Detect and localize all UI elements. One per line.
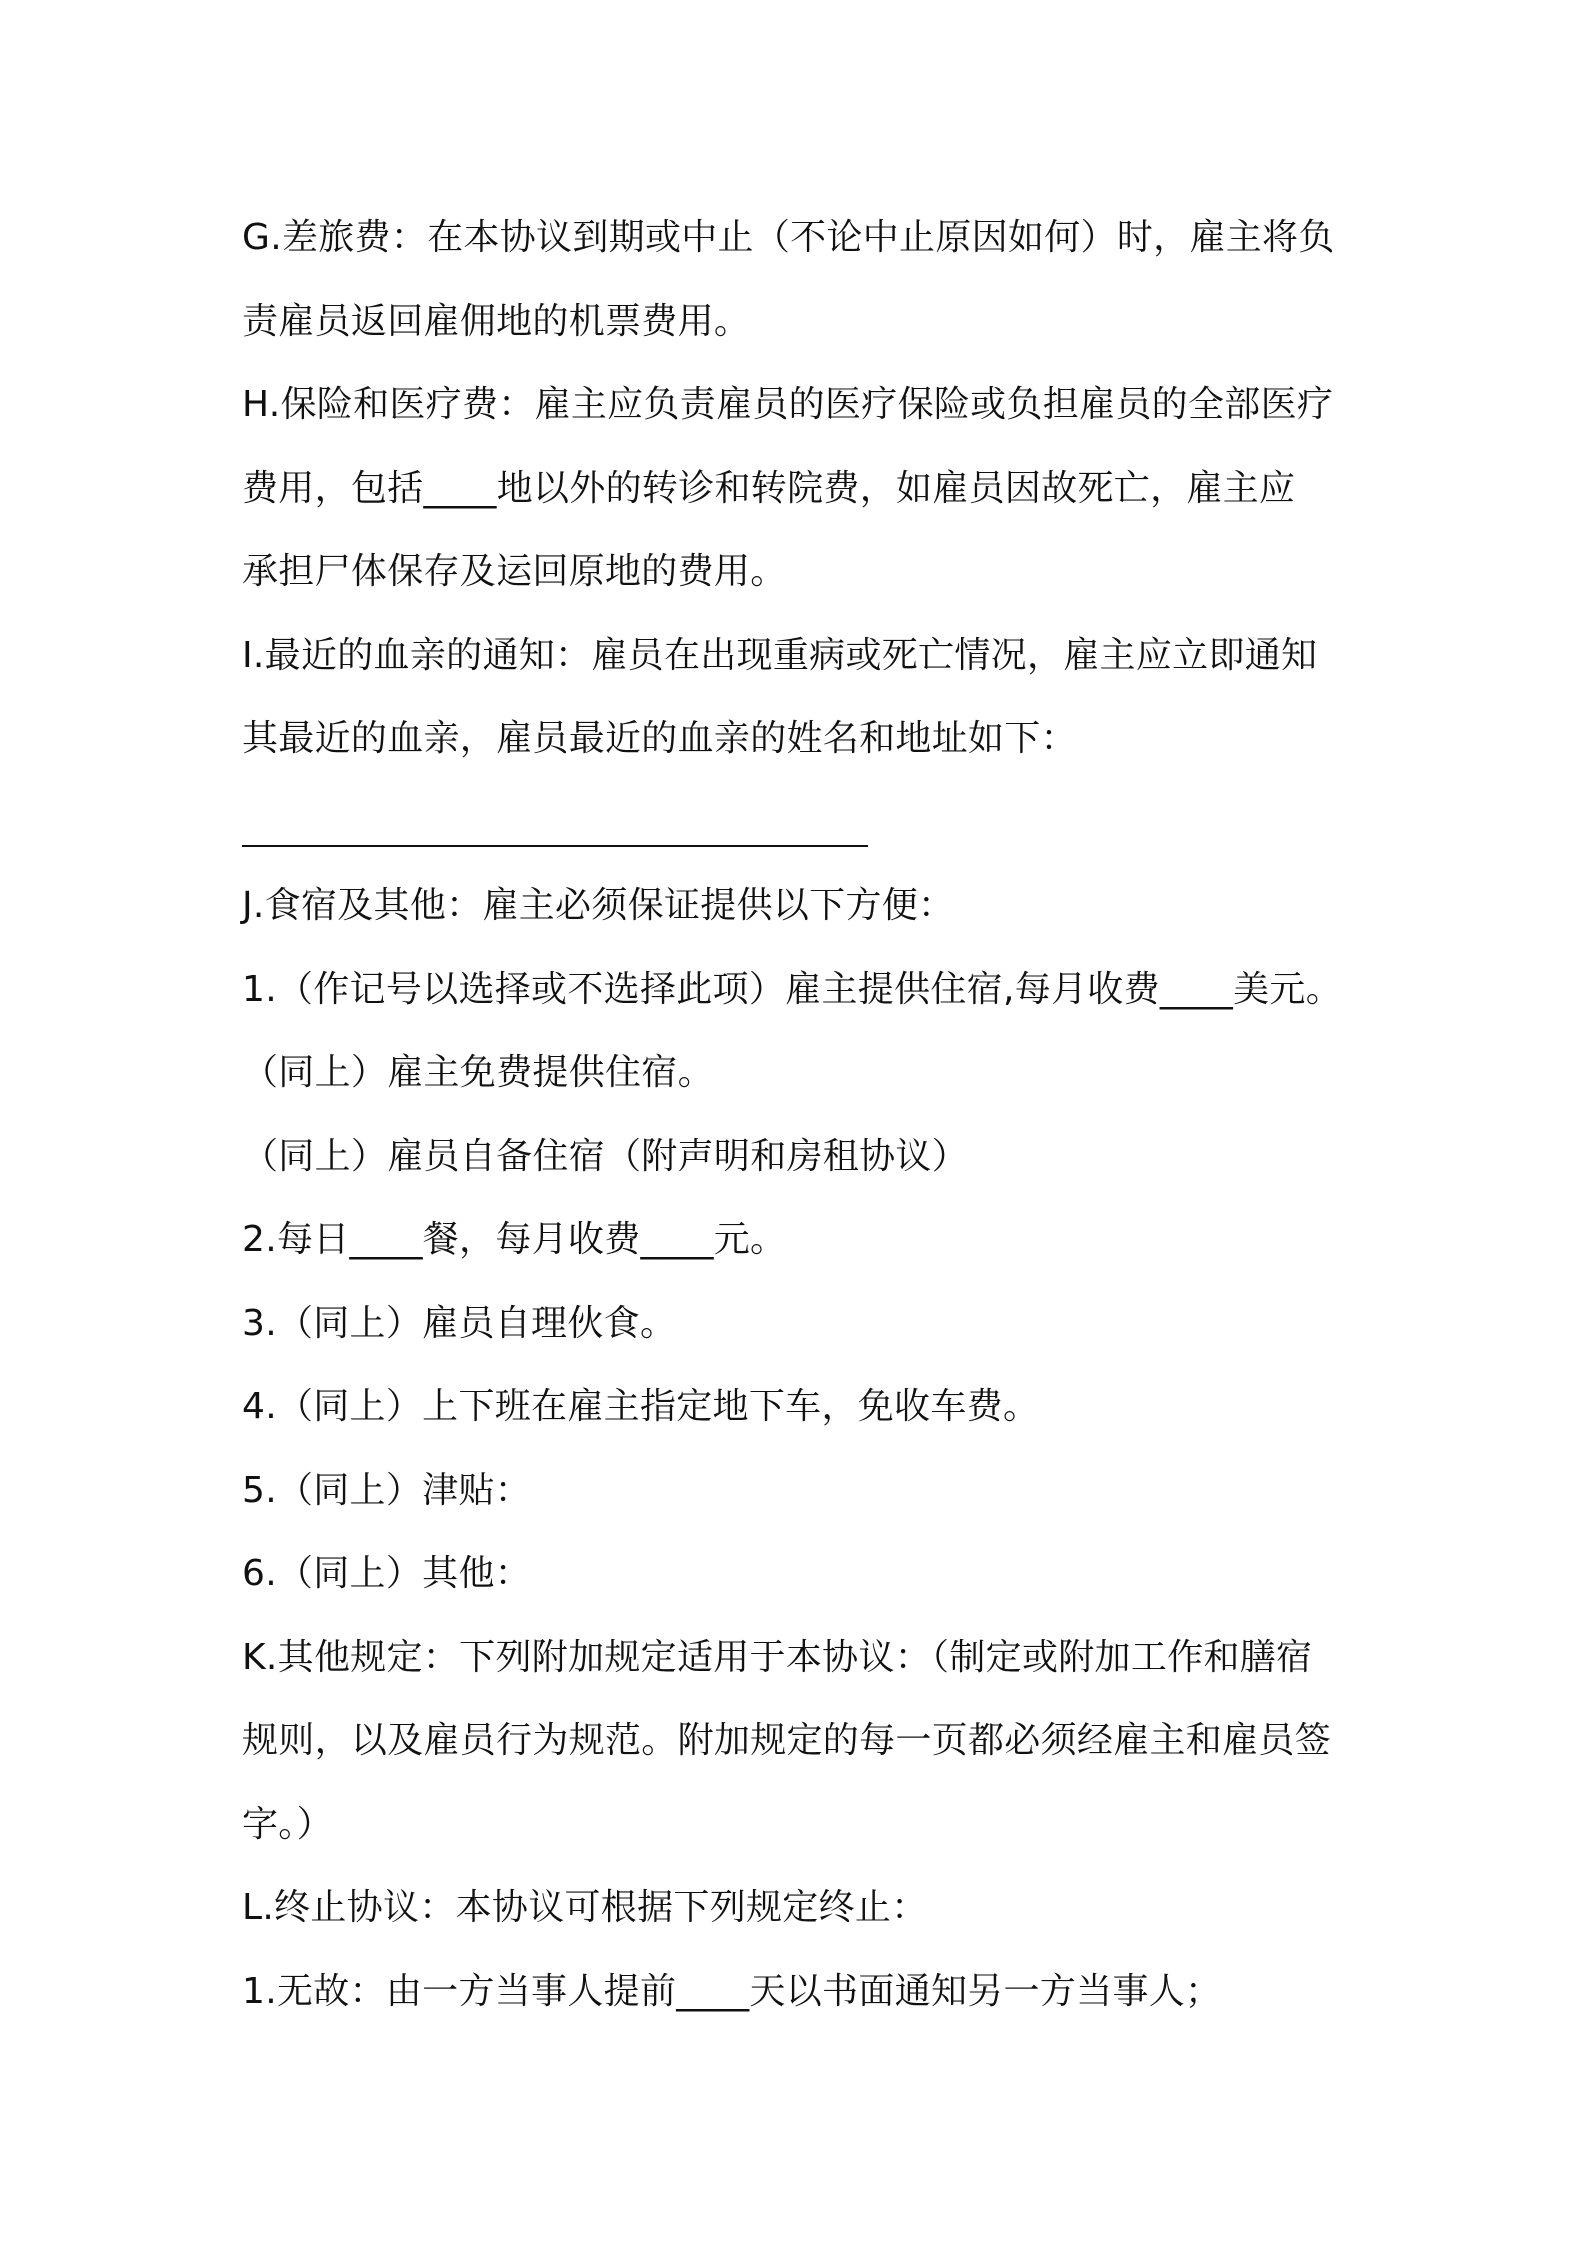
clause-h-line-2: 费用，包括____地以外的转诊和转院费，如雇员因故死亡，雇主应 (242, 467, 1296, 509)
clause-j-item-1-option-3: （同上）雇员自备住宿（附声明和房租协议） (242, 1135, 969, 1177)
clause-k-line-3: 字。） (242, 1803, 333, 1845)
document-body (242, 196, 1362, 2033)
clause-j-heading: J.食宿及其他：雇主必须保证提供以下方便： (242, 885, 955, 926)
clause-g-line-2: 责雇员返回雇佣地的机票费用。 (242, 300, 751, 342)
underline-rule (242, 845, 868, 847)
clause-i-line-1: I.最近的血亲的通知：雇员在出现重病或死亡情况，雇主应立即通知 (242, 634, 1318, 676)
clause-i-line-2: 其最近的血亲，雇员最近的血亲的姓名和地址如下： (242, 718, 1077, 759)
clause-j-item-6: 6.（同上）其他： (242, 1553, 532, 1594)
clause-g-line-1: G.差旅费：在本协议到期或中止（不论中止原因如何）时，雇主将负 (242, 217, 1335, 258)
clause-j-item-4: 4.（同上）上下班在雇主指定地下车，免收车费。 (242, 1386, 1040, 1427)
clause-l-item-1: 1.无故：由一方当事人提前____天以书面通知另一方当事人； (242, 1970, 1222, 2012)
clause-j-item-3: 3.（同上）雇员自理伙食。 (242, 1302, 677, 1344)
clause-j-item-1-option-2: （同上）雇主免费提供住宿。 (242, 1052, 714, 1093)
clause-k-line-2: 规则，以及雇员行为规范。附加规定的每一页都必须经雇主和雇员签 (242, 1720, 1332, 1761)
clause-k-line-1: K.其他规定：下列附加规定适用于本协议：（制定或附加工作和膳宿 (242, 1636, 1313, 1678)
clause-l-heading: L.终止协议：本协议可根据下列规定终止： (242, 1887, 928, 1928)
clause-j-item-5: 5.（同上）津贴： (242, 1469, 532, 1511)
clause-j-item-2: 2.每日____餐，每月收费____元。 (242, 1219, 787, 1260)
clause-j-item-1: 1.（作记号以选择或不选择此项）雇主提供住宿,每月收费____美元。 (242, 968, 1342, 1010)
clause-h-line-1: H.保险和医疗费：雇主应负责雇员的医疗保险或负担雇员的全部医疗 (242, 384, 1334, 425)
blank-fill-line (242, 781, 1362, 865)
clause-h-line-3: 承担尸体保存及运回原地的费用。 (242, 551, 787, 592)
